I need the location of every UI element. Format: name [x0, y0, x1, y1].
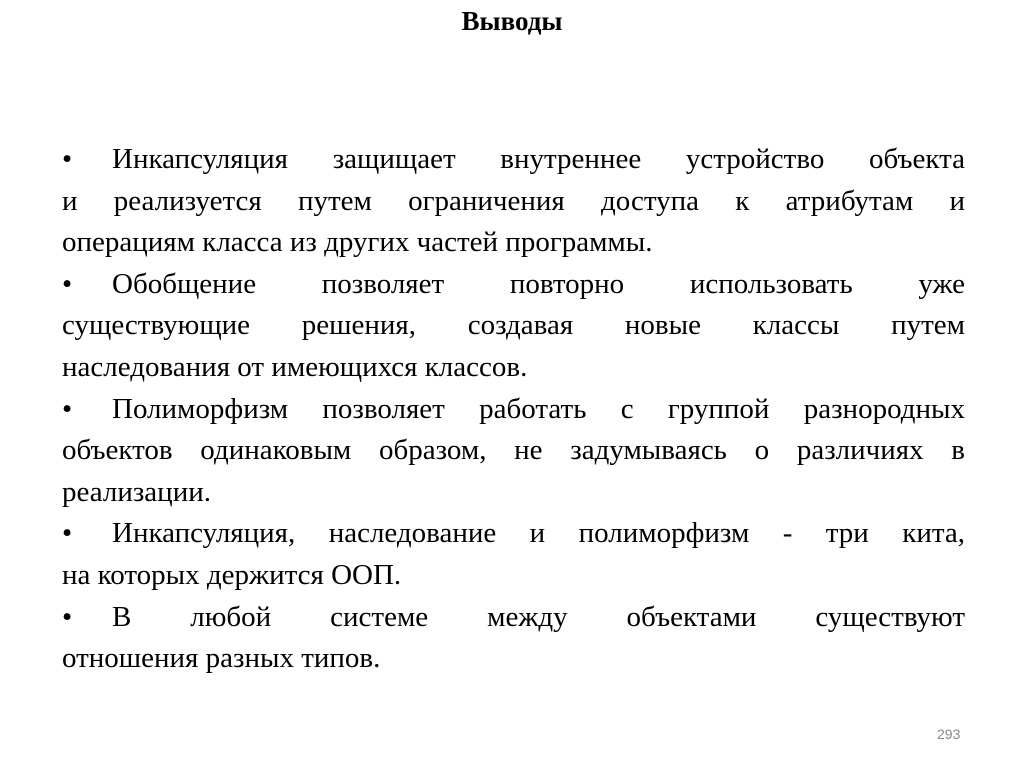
bullet-icon: • [62, 267, 73, 300]
bullet-text-line: на которых держится ООП. [62, 558, 402, 591]
bullet-text-line: наследования от имеющихся классов. [62, 350, 528, 383]
bullet-text-line: существующие решения, создавая новые классы путем [62, 309, 965, 342]
bullet-text-line: объектов одинаковым образом, не задумываясь о различиях в [62, 434, 965, 467]
bullet-text: Обобщение позволяет повторно использовать уже [112, 267, 965, 300]
bullet-text: Инкапсуляция защищает внутреннее устройство объекта [112, 143, 965, 175]
bullet-item [62, 139, 965, 264]
slide-title: Выводы [461, 6, 563, 36]
bullet-text-line [62, 597, 965, 639]
bullet-text-line [62, 513, 965, 555]
bullet-text-line: операциям класса из других частей программы. [62, 226, 653, 259]
bullet-icon: • [62, 517, 73, 550]
bullet-text-line: и реализуется путем ограничения доступа к атрибутам и [62, 184, 965, 217]
bullet-text-line: отношения разных типов. [62, 642, 381, 675]
bullet-item [62, 597, 965, 680]
bullet-icon: • [62, 600, 73, 633]
bullet-icon: • [62, 143, 73, 175]
bullet-text: Полиморфизм позволяет работать с группой разнородных [112, 392, 965, 425]
bullet-text-line [62, 264, 965, 306]
bullet-text: В любой системе между объектами существуют [112, 600, 965, 633]
bullet-text-line [62, 389, 965, 431]
bullet-item [62, 513, 965, 596]
bullet-text: Инкапсуляция, наследование и полиморфизм - три кита, [112, 517, 965, 550]
bullet-text-line [62, 139, 965, 181]
page-number: 293 [937, 726, 961, 742]
bullet-text-line: реализации. [62, 475, 211, 508]
bullet-list [62, 139, 965, 680]
bullet-icon: • [62, 392, 73, 425]
bullet-item [62, 264, 965, 389]
bullet-item [62, 389, 965, 514]
